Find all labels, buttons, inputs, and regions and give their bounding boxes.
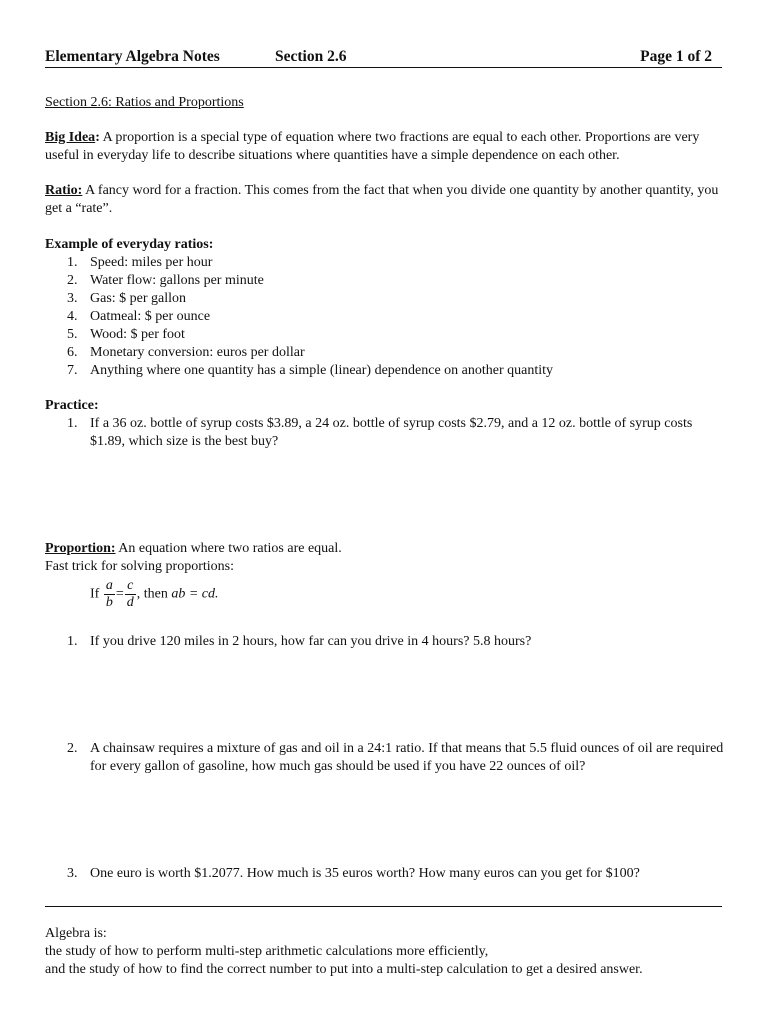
practice-list [45, 415, 725, 451]
formula-prefix: If [90, 586, 100, 602]
big-idea-label: Big Idea [45, 130, 96, 145]
header-title: Elementary Algebra Notes [45, 48, 220, 65]
footer-divider [45, 906, 722, 907]
list-item: 2. A chainsaw requires a mixture of gas and oil in a 24:1 ratio. If that means that 5.5 fluid ounces of oil are required for every gallon of gasoline, how much gas should be used if you have 22 ounces of oil? [67, 741, 724, 774]
problem-3 [45, 865, 725, 883]
footer-line: Algebra is: [45, 926, 107, 941]
formula-result: ab = cd. [171, 586, 219, 602]
list-item: 1. If you drive 120 miles in 2 hours, how far can you drive in 4 hours? 5.8 hours? [67, 634, 532, 649]
big-idea-paragraph [45, 129, 725, 165]
footer-line: and the study of how to find the correct number to put into a multi-step calculation to get a desired answer. [45, 962, 643, 977]
list-item: 3. Gas: $ per gallon [67, 291, 187, 306]
header-page-number: Page 1 of 2 [640, 48, 712, 65]
list-item: 1. Speed: miles per hour [67, 255, 213, 270]
list-item: 7. Anything where one quantity has a simple (linear) dependence on another quantity [67, 363, 554, 378]
list-item: 5. Wood: $ per foot [67, 327, 185, 342]
problem-1 [45, 633, 725, 651]
ratio-label: Ratio: [45, 183, 83, 198]
big-idea-text: A proportion is a special type of equation where two fractions are equal to each other. Proportions are very useful in everyday life to describe situations where quantities have a simple dependence on each other. [45, 130, 700, 163]
proportion-definition [45, 540, 725, 558]
proportion-formula [45, 578, 725, 611]
practice-heading: Practice: [45, 398, 99, 413]
formula-equals: = [115, 586, 124, 602]
header-section: Section 2.6 [275, 48, 347, 65]
proportion-label: Proportion: [45, 541, 116, 556]
examples-heading: Example of everyday ratios: [45, 237, 214, 252]
problem-2 [45, 740, 725, 776]
proportion-section [45, 540, 725, 611]
footer-note [45, 925, 725, 979]
ratio-text: A fancy word for a fraction. This comes from the fact that when you divide one quantity by another quantity, you get a “rate”. [45, 183, 719, 216]
list-item: 4. Oatmeal: $ per ounce [67, 309, 211, 324]
section-title: Section 2.6: Ratios and Proportions [45, 95, 244, 110]
page-header [45, 48, 722, 68]
list-item: 1. If a 36 oz. bottle of syrup costs $3.89, a 24 oz. bottle of syrup costs $2.79, and a 12 oz. bottle of syrup costs $1.89, which size is the best buy? [67, 416, 693, 449]
document-page [45, 0, 725, 1024]
footer-line: the study of how to perform multi-step arithmetic calculations more efficiently, [45, 944, 489, 959]
list-item: 2. Water flow: gallons per minute [67, 273, 264, 288]
formula-then: , then [136, 586, 168, 602]
examples-list [45, 254, 725, 380]
list-item: 3. One euro is worth $1.2077. How much is 35 euros worth? How many euros can you get for $100? [67, 866, 640, 881]
practice-section [45, 397, 725, 451]
big-idea-colon: : [95, 130, 100, 145]
fraction-c-over-d: $\frac{c}{d}$ [126, 578, 134, 610]
proportion-text: An equation where two ratios are equal. [118, 541, 342, 556]
ratio-paragraph [45, 182, 725, 218]
fraction-a-over-b: $\frac{a}{b}$ [105, 578, 113, 610]
fast-trick-text: Fast trick for solving proportions: [45, 559, 234, 574]
list-item: 6. Monetary conversion: euros per dollar [67, 345, 305, 360]
examples-section [45, 236, 725, 380]
